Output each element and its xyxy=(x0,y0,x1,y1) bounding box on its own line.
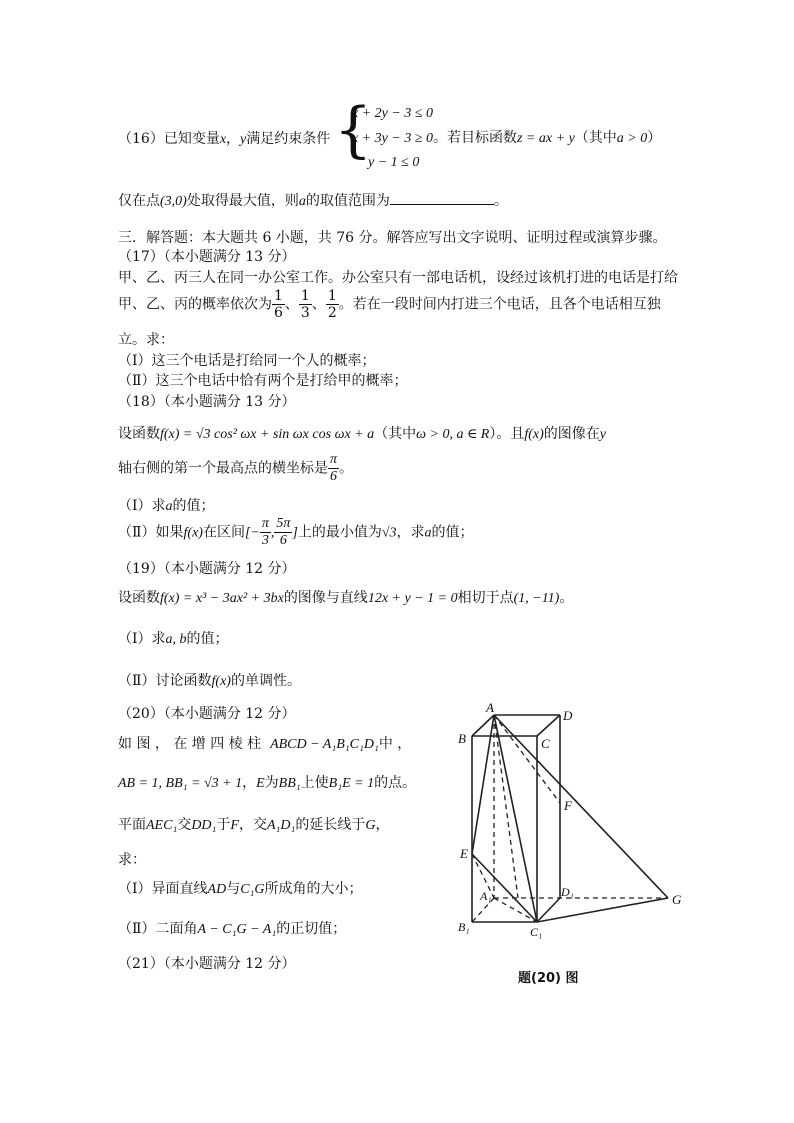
q20-p2b: 的正切值； xyxy=(276,921,347,937)
q20-E: E xyxy=(256,776,265,791)
q19-p2b: 的单调性。 xyxy=(230,673,301,689)
q20-line1a: 如 图 ， 在 增 四 棱 柱 xyxy=(118,736,262,752)
q20-line3d: ，交 xyxy=(238,817,267,833)
q18-frac-pi6-num: π xyxy=(330,452,338,467)
q18-p1a: （Ⅰ）求 xyxy=(118,498,166,514)
q18-condition: ω > 0, a ∈ R xyxy=(416,427,490,442)
q20-A1D1: A₁D₁ xyxy=(266,818,296,833)
q16-line2b: 处取得最大值，则 xyxy=(186,193,299,209)
q20-p1c: 所成角的大小； xyxy=(264,881,363,897)
q18-p1-a: a xyxy=(165,499,173,514)
fig-label-C1: C₁ xyxy=(530,925,543,939)
fig-label-D1: D₁ xyxy=(561,885,574,899)
q20-C1G: C₁G xyxy=(240,882,265,897)
q19-point: (1, −11) xyxy=(513,591,560,606)
q20-line2d: 上使 xyxy=(300,775,329,791)
q18-p2-fx: f(x) xyxy=(183,525,203,541)
q18-line2: 轴右侧的第一个最高点的横坐标是 xyxy=(118,460,328,477)
q19-end: 。 xyxy=(559,590,574,606)
q20-p2a: （Ⅱ）二面角 xyxy=(118,921,198,937)
fig-label-G: G xyxy=(672,892,682,907)
q18-frac-pi3-den: 3 xyxy=(261,533,269,548)
q16-brace: { xyxy=(334,95,373,165)
q18-end: 。 xyxy=(339,460,354,477)
q16-paren-end: ） xyxy=(647,130,662,146)
q20-line3c: 于 xyxy=(216,817,231,833)
q16-after: 。若目标函数 xyxy=(433,130,518,146)
q16-line2c: 的取值范围为 xyxy=(305,193,390,209)
line-A1C1-hidden xyxy=(494,898,537,922)
section3-heading: 三．解答题：本大题共 6 小题，共 76 分。解答应写出文字说明、证明过程或演算步骤。 xyxy=(118,230,667,246)
q18-part1 xyxy=(118,495,215,515)
q16-end: 。 xyxy=(493,193,508,209)
q18-p2c: 上的最小值为 xyxy=(297,524,382,541)
q18-frac-5pi6 xyxy=(274,516,292,549)
q20-prism: ABCD − A₁B₁C₁D₁ xyxy=(270,737,379,752)
q16-line1 xyxy=(118,128,330,148)
q20-AD: AD xyxy=(207,882,227,897)
fig-label-B1: B₁ xyxy=(458,920,470,934)
line-A-G xyxy=(494,715,668,898)
q17-dun-2: 、 xyxy=(311,296,326,313)
q18-line1c: ）。且 xyxy=(489,426,525,442)
q18-frac-pi3 xyxy=(260,516,271,549)
q20-F: F xyxy=(230,818,239,833)
q19-fx: f(x) xyxy=(211,674,231,689)
q20-B1E: B₁E = 1 xyxy=(328,776,375,791)
q20-p1a: （Ⅰ）异面直线 xyxy=(118,881,208,897)
q17-frac-3-den: 2 xyxy=(327,305,337,321)
q16-constraint-3: y − 1 ≤ 0 xyxy=(368,155,420,170)
q20-prism-figure xyxy=(440,700,690,990)
q17-header: （17）（本小题满分 13 分） xyxy=(118,249,296,265)
q17-frac-3-num: 1 xyxy=(327,288,337,304)
q16-constraint-2-row xyxy=(352,126,661,151)
q20-line2e: 的点。 xyxy=(374,775,417,791)
q18-frac-5pi6-den: 6 xyxy=(279,533,287,548)
q16-a-cond: a > 0 xyxy=(616,131,648,146)
q18-p2d: ，求 xyxy=(396,524,425,541)
q17-dun-1: 、 xyxy=(284,296,299,313)
fig-label-A: A xyxy=(486,700,494,715)
q17-line2b: 。若在一段时间内打进三个电话，且各个电话相互独 xyxy=(338,296,661,313)
fig-label-F: F xyxy=(564,798,572,813)
q20-p1b: 与 xyxy=(226,881,241,897)
q18-frac-pi3-num: π xyxy=(261,516,269,531)
q17-frac-1 xyxy=(272,288,285,321)
q17-line2 xyxy=(118,288,661,321)
q20-figure-caption: 题(20) 图 xyxy=(518,971,579,986)
fig-label-A1: A₁ xyxy=(480,889,492,903)
fig-label-C: C xyxy=(541,736,550,751)
q16-a: a xyxy=(298,194,306,209)
q19-p1a: （Ⅰ）求 xyxy=(118,631,166,647)
q16-var-y: y xyxy=(240,132,247,147)
q19-line1b: 的图像与直线 xyxy=(283,590,368,606)
line-A-C1 xyxy=(494,715,537,922)
q17-part2: （Ⅱ）这三个电话中恰有两个是打给甲的概率； xyxy=(118,373,408,389)
q18-line1b: （其中 xyxy=(374,426,417,442)
q19-line-eq: 12x + y − 1 = 0 xyxy=(367,591,458,606)
q20-DD1: DD₁ xyxy=(191,818,217,833)
q18-y: y xyxy=(599,427,607,442)
q19-line1a: 设函数 xyxy=(118,590,160,606)
q18-p2-a: a xyxy=(424,525,432,541)
q19-part1 xyxy=(118,628,229,648)
q16-line2 xyxy=(118,190,508,210)
edge-DC xyxy=(537,715,560,736)
q20-angle: A − C₁G − A₁ xyxy=(197,922,277,937)
q16-objective: z = ax + y xyxy=(517,131,575,146)
q20-header: （20）（本小题满分 12 分） xyxy=(118,706,296,722)
q17-part1: （Ⅰ）这三个电话是打给同一个人的概率； xyxy=(118,353,376,369)
q17-frac-1-num: 1 xyxy=(274,288,283,304)
q18-interval-right: ] xyxy=(292,525,298,541)
q19-line1c: 相切于点 xyxy=(457,590,514,606)
q20-line2b: ， xyxy=(242,775,257,791)
q18-interval-left: [− xyxy=(244,525,260,541)
q18-p2a: （Ⅱ）如果 xyxy=(118,524,184,541)
q18-interval-comma: , xyxy=(270,525,275,541)
q20-line2c: 为 xyxy=(264,775,279,791)
q18-frac-pi6 xyxy=(328,452,339,485)
q16-line2a: 仅在点 xyxy=(118,193,160,209)
q18-p2e: 的值； xyxy=(431,524,474,541)
q20-plane: AEC₁ xyxy=(146,818,178,833)
q20-line2a: AB = 1, BB₁ = √3 + 1 xyxy=(118,776,243,791)
q19-ab: a, b xyxy=(165,632,187,647)
q18-p2b: 在区间 xyxy=(202,524,245,541)
q20-BB1: BB₁ xyxy=(278,776,301,791)
q18-line1 xyxy=(118,423,606,443)
q18-line1a: 设函数 xyxy=(118,426,160,442)
q17-line1: 甲、乙、丙三人在同一办公室工作。办公室只有一部电话机，设经过该机打进的电话是打给 xyxy=(118,270,678,286)
q18-fx: f(x) xyxy=(524,427,544,442)
q19-p2a: （Ⅱ）讨论函数 xyxy=(118,673,212,689)
q18-line2 xyxy=(118,452,353,485)
q20-part1 xyxy=(118,878,363,898)
q20-part2 xyxy=(118,918,346,938)
fig-label-D: D xyxy=(563,708,573,723)
q16-constraint-1: x + 2y − 3 ≤ 0 xyxy=(352,106,434,121)
q20-line4: 求： xyxy=(118,852,146,868)
fig-label-E: E xyxy=(460,846,468,861)
q20-G: G xyxy=(365,818,376,833)
q17-frac-2-den: 3 xyxy=(300,305,310,321)
q20-line3b: 交 xyxy=(177,817,192,833)
q20-line3 xyxy=(118,814,390,834)
q18-p1b: 的值； xyxy=(172,498,215,514)
q21-header: （21）（本小题满分 12 分） xyxy=(118,956,296,972)
q20-line3a: 平面 xyxy=(118,817,146,833)
q20-line3e: 的延长线于 xyxy=(295,817,366,833)
q19-header: （19）（本小题满分 12 分） xyxy=(118,561,296,577)
q16-var-x: x xyxy=(219,132,227,147)
q20-line1b: 中 ， xyxy=(378,736,412,752)
q18-function: f(x) = √3 cos² ωx + sin ωx cos ωx + a xyxy=(160,427,375,442)
fig-label-B: B xyxy=(458,731,466,746)
q16-constraint-2: x + 3y − 3 ≥ 0 xyxy=(352,131,434,146)
q18-header: （18）（本小题满分 13 分） xyxy=(118,394,296,410)
q20-line3f: ， xyxy=(375,817,390,833)
q20-line1 xyxy=(118,733,411,753)
q17-frac-2-num: 1 xyxy=(300,288,310,304)
q17-line3: 立。求： xyxy=(118,332,174,348)
q19-part2 xyxy=(118,670,301,690)
q16-paren: （其中 xyxy=(574,130,617,146)
q16-sep: ， xyxy=(226,131,241,147)
line-A-hidden-2 xyxy=(494,715,518,898)
q18-part2 xyxy=(118,516,474,549)
q20-line2 xyxy=(118,772,416,792)
q17-line2a: 甲、乙、丙的概率依次为 xyxy=(118,296,272,313)
q19-p1b: 的值； xyxy=(186,631,229,647)
q16-condition: 满足约束条件 xyxy=(246,131,331,147)
q16-answer-blank[interactable] xyxy=(390,192,494,205)
q17-frac-2 xyxy=(299,288,312,321)
q19-function: f(x) = x³ − 3ax² + 3bx xyxy=(160,591,284,606)
q17-frac-3 xyxy=(326,288,339,321)
q16-point: (3,0) xyxy=(160,194,187,209)
q16-system xyxy=(352,102,661,175)
q17-frac-1-den: 6 xyxy=(274,305,283,321)
q18-frac-pi6-den: 6 xyxy=(330,469,337,484)
q18-frac-5pi6-num: 5π xyxy=(276,516,291,531)
q18-line1d: 的图像在 xyxy=(543,426,600,442)
q18-sqrt3: √3 xyxy=(381,525,397,541)
q16-prefix: （16）已知变量 xyxy=(118,131,220,147)
q19-line1 xyxy=(118,587,573,607)
